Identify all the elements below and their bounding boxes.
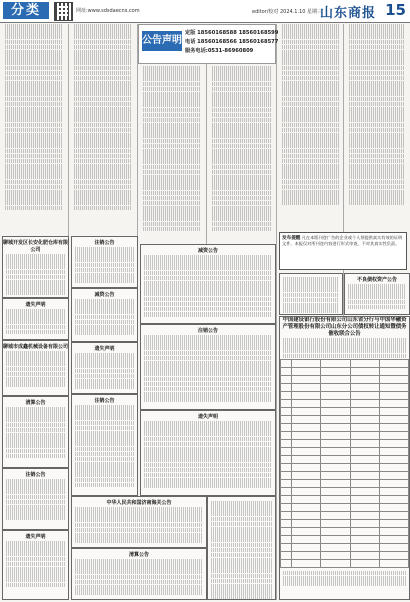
notice-title: 减资公告: [94, 292, 115, 298]
notice-title: 不良债权资产公告: [356, 277, 397, 283]
qr-code-icon: [54, 2, 73, 21]
ad-phone-line-1: 定版 18560168588 18560168599: [185, 30, 279, 36]
notice-box: [71, 236, 138, 288]
notice-box: [344, 273, 410, 315]
classified-column-4: [209, 66, 274, 241]
notice-box: [140, 410, 276, 496]
paper-name: 山东商报: [320, 6, 377, 21]
debt-notice-title: 中国建设银行股份有限公司山东省分行与中国华融资产管理股份有限公司山东分公司债权转让通知暨债务催收联合公告: [282, 317, 407, 337]
notice-title: 遗失声明: [25, 302, 46, 308]
notice-title: 注销公告: [94, 398, 115, 404]
notice-title: 清算公告: [128, 552, 149, 558]
notice-title: 注销公告: [94, 240, 115, 246]
classified-column-5: [279, 24, 342, 229]
classified-column-1: [2, 24, 66, 234]
notice-box: [207, 496, 276, 600]
notice-box: [71, 288, 138, 342]
notice-box: [2, 396, 69, 468]
notice-box: [71, 548, 207, 600]
notice-title: 聊城市成鑫机械设备有限公司: [3, 344, 69, 350]
notice-title: 中华人民共和国济南海关公告: [106, 500, 172, 506]
debt-transfer-notice: [279, 316, 410, 600]
notice-title: 遗失声明: [25, 534, 46, 540]
notice-title: 遗失声明: [94, 346, 115, 352]
debt-table: [280, 359, 409, 568]
notice-box: [71, 342, 138, 394]
notice-box: [140, 244, 276, 324]
notice-title: 减资公告: [197, 248, 218, 254]
reminder-text: 凡在本版刊登广告的企业或个人须提供真实有效的证明文件，本报仅对所刊登内容进行形式审查，不对其真实性负责。: [282, 235, 403, 247]
notice-box: [71, 496, 207, 548]
notice-title: 注销公告: [25, 472, 46, 478]
notice-box: [279, 273, 343, 315]
issue-info: editor/校对 2024.1.10 星期三: [252, 9, 323, 15]
notice-box: [2, 298, 69, 340]
classified-column-3: [140, 66, 204, 241]
reminder-title: 发布提醒: [282, 236, 301, 241]
notice-box: [71, 394, 138, 496]
notice-box: [2, 236, 69, 298]
notice-box: [2, 530, 69, 600]
notice-title: 清算公告: [25, 400, 46, 406]
notice-box: [2, 340, 69, 396]
publishing-reminder: [279, 232, 407, 270]
website-text: 网址:www.sdsdaecns.com: [76, 8, 140, 14]
column-divider: [276, 24, 277, 600]
notice-box: [140, 324, 276, 410]
page-header: [0, 0, 410, 23]
notice-title: 遗失声明: [197, 414, 218, 420]
ad-service-line: 服务电话:0531-86960809: [185, 48, 254, 54]
page-number: 15: [385, 1, 406, 19]
classified-column-2: [71, 24, 135, 234]
section-tag: 分类: [3, 2, 49, 19]
classified-column-6: [346, 24, 408, 229]
classified-ad-banner: [138, 24, 279, 64]
notice-box: [2, 468, 69, 530]
notice-title: 注销公告: [197, 328, 218, 334]
ad-phone-line-2: 电话 18560168566 18560168577: [185, 39, 279, 45]
ad-badge: 公告声明: [142, 31, 182, 51]
notice-title: 聊城开发区长安化肥仓库有限公司: [3, 240, 69, 253]
